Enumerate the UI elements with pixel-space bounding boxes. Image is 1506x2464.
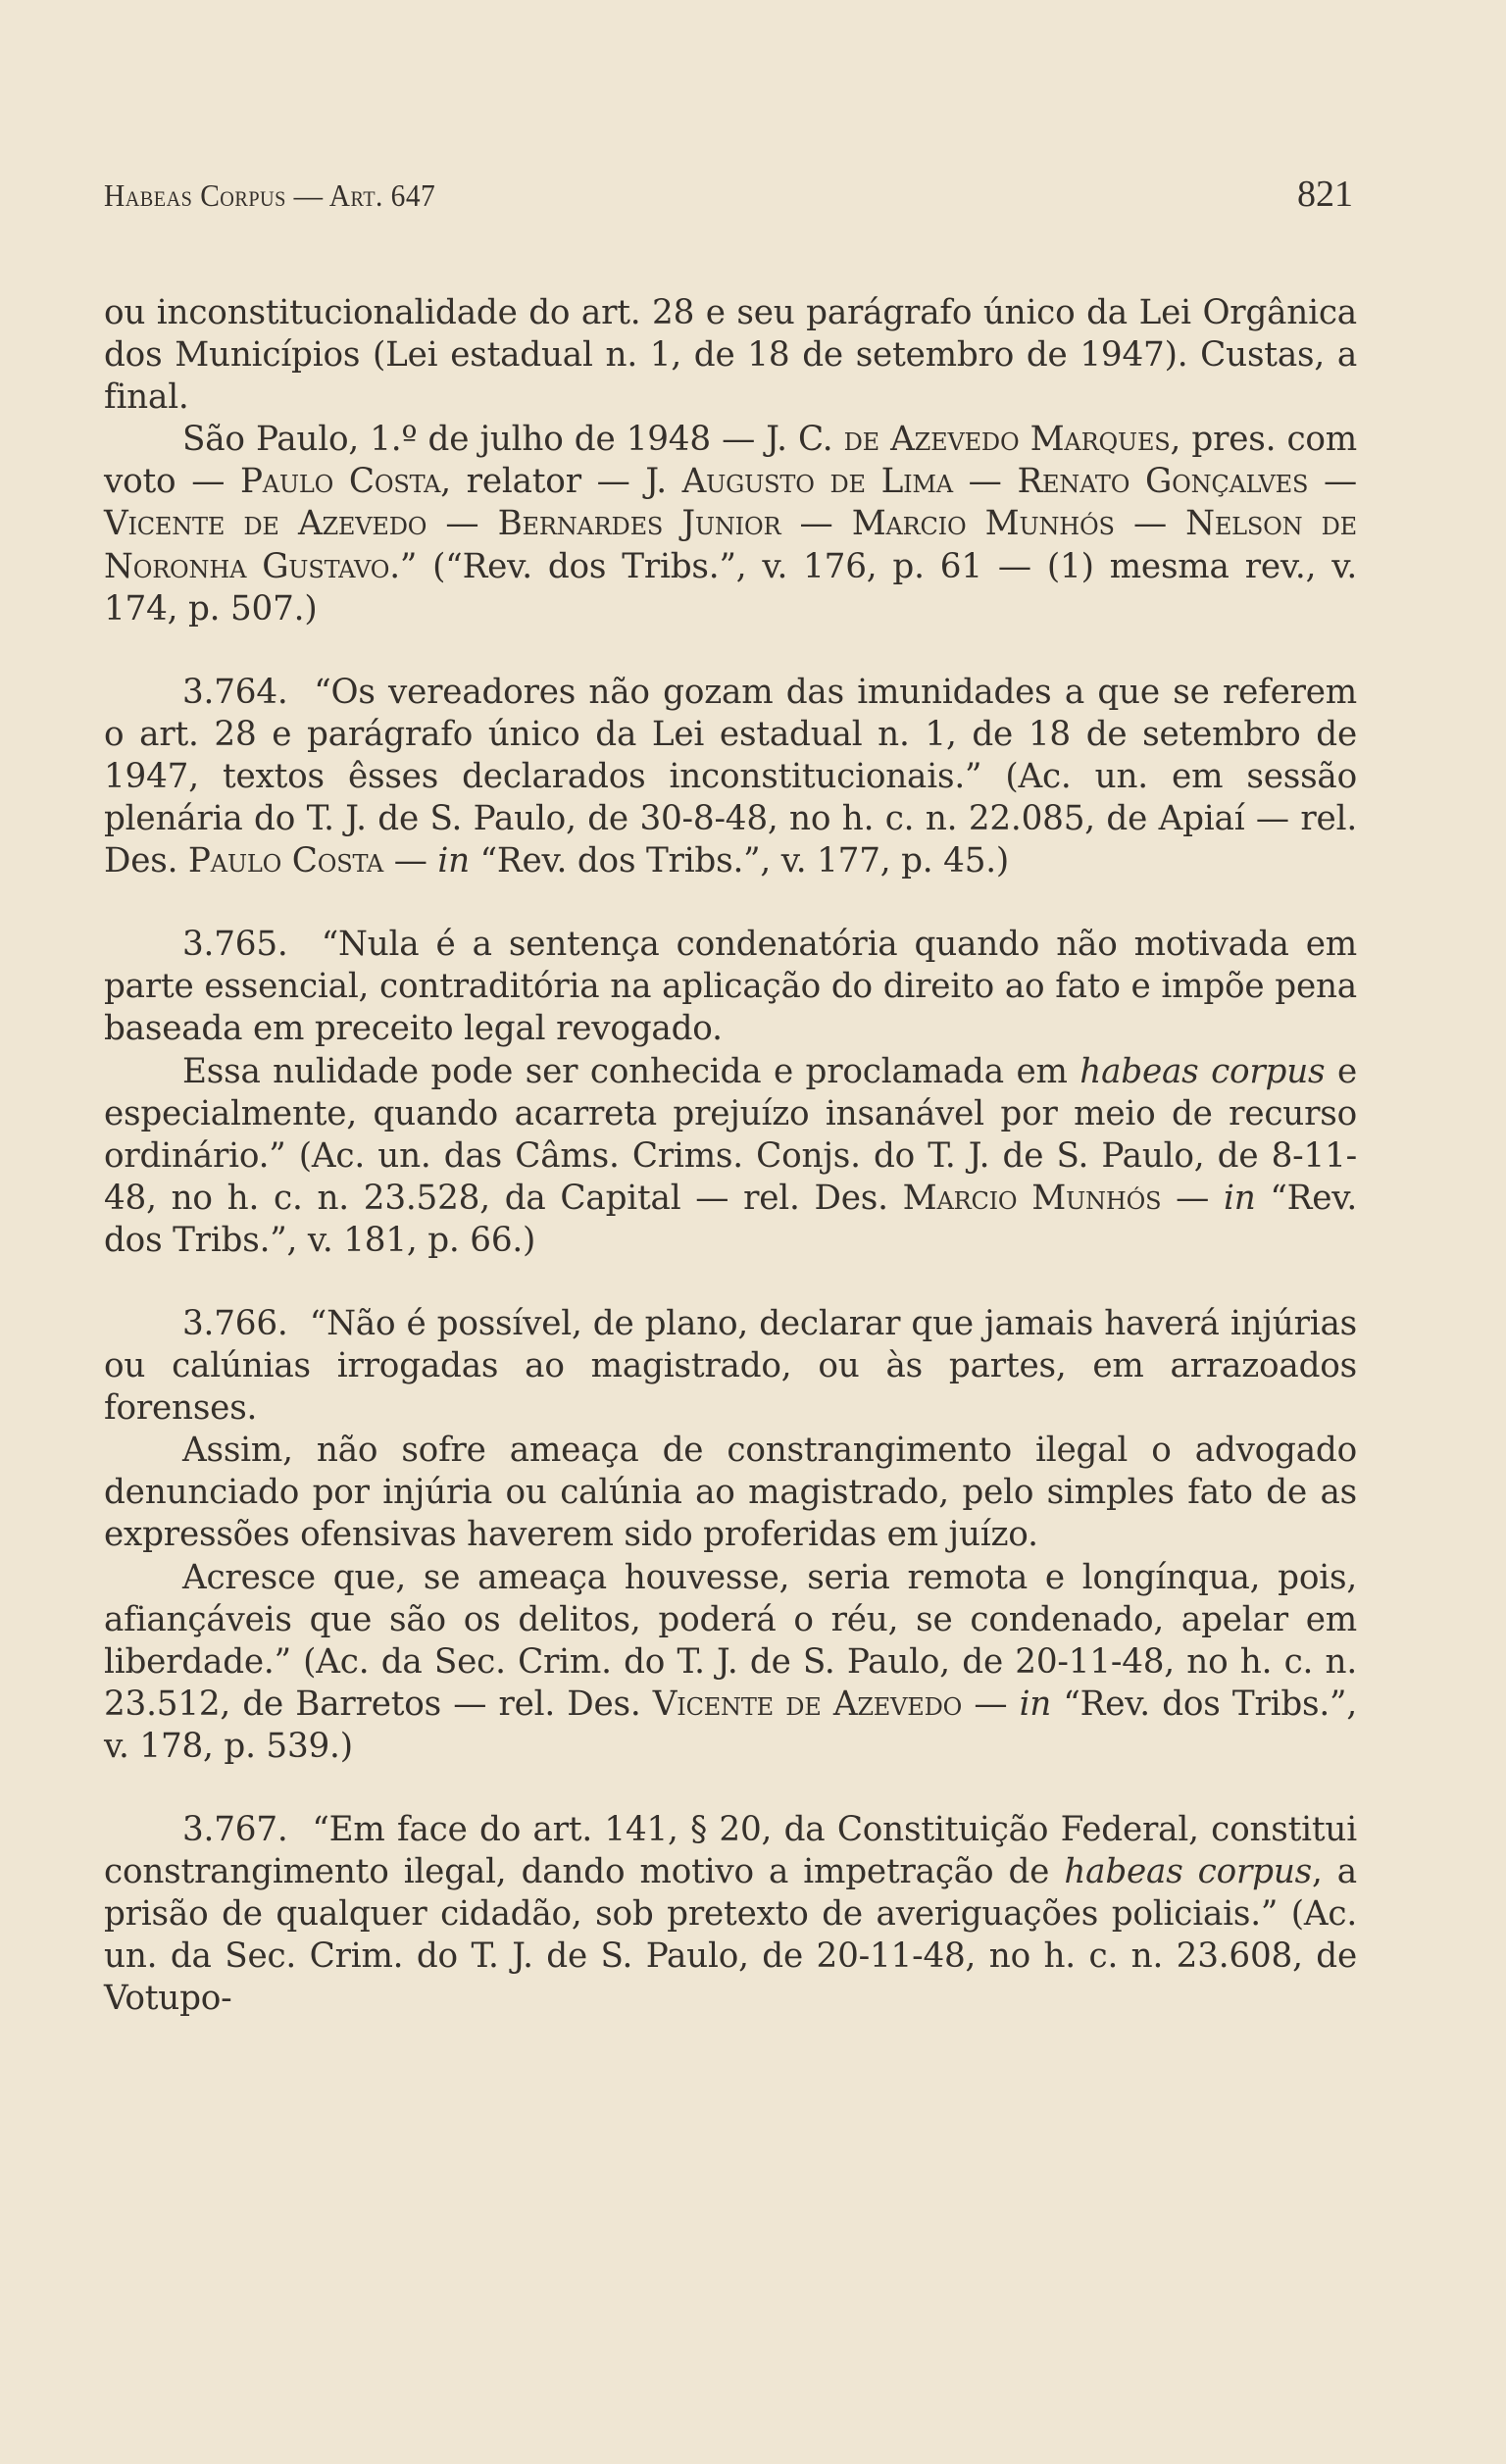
entry-text: e especialmente, quando acarreta prejuízo insanável por meio de recurso ordinário.” (Ac. un. das Câms. Crims. Conjs. do T. J. de S. Paulo, de 8-11-48, no h. c. n. 23.528, da Capital — rel. Des.	[104, 1051, 1357, 1218]
judge-name: Marcio Munhós	[902, 1178, 1162, 1218]
signature-paragraph	[104, 419, 1357, 629]
citation-text: “Rev. dos Tribs.”, v. 181, p. 66.)	[104, 1178, 1357, 1260]
latin-term: habeas corpus	[1064, 1852, 1313, 1892]
judge-name: Paulo Costa	[239, 462, 441, 502]
entry-3766-paragraph-2	[104, 1430, 1357, 1556]
continuation-text: ou inconstitucionalidade do art. 28 e seu parágrafo único da Lei Orgânica dos Municípios (Lei estadual n. 1, de 18 de setembro de 1947). Custas, a final.	[104, 293, 1357, 418]
entry-number: 3.764.	[182, 672, 288, 712]
entry-number: 3.765.	[182, 925, 288, 965]
dash: —	[1161, 1178, 1224, 1218]
dash: —	[383, 841, 438, 881]
judge-name: Vicente de Azevedo	[652, 1684, 963, 1724]
citation-text: “Rev. dos Tribs.”, v. 178, p. 539.)	[104, 1684, 1357, 1766]
entry-text: Acresce que, se ameaça houvesse, seria remota e longínqua, pois, afiançáveis que são os delitos, poderá o réu, se condenado, apelar em liberdade.” (Ac. da Sec. Crim. do T. J. de S. Paulo, de 20-11-48, no h. c. n. 23.512, de Barretos — rel. Des.	[104, 1557, 1357, 1724]
in-italic: in	[437, 841, 470, 881]
latin-term: habeas corpus	[1079, 1051, 1326, 1091]
running-title: Habeas Corpus — Art. 647	[104, 177, 436, 213]
date-line: São Paulo, 1.º de julho de 1948 —	[182, 420, 767, 460]
entry-number: 3.766.	[182, 1303, 288, 1343]
entry-3765	[104, 924, 1357, 1050]
entry-text: “Em face do art. 141, § 20, da Constituição Federal, constitui constrangimento ilegal, dando motivo a impetração de	[104, 1810, 1357, 1892]
book-page	[104, 173, 1357, 2020]
body-text	[104, 292, 1357, 2020]
entry-text: Essa nulidade pode ser conhecida e proclamada em	[182, 1051, 1080, 1091]
judge-name: Paulo Costa	[187, 841, 384, 881]
entry-text: Assim, não sofre ameaça de constrangimento ilegal o advogado denunciado por injúria ou calúnia ao magistrado, pelo simples fato de as expressões ofensivas haverem sido proferidas em juízo.	[104, 1431, 1357, 1555]
entry-3764	[104, 672, 1357, 882]
role-text: , pres. com voto —	[104, 420, 1357, 502]
entry-3767	[104, 1809, 1357, 2020]
page-number: 821	[1297, 174, 1353, 215]
citation-text: .” (“Rev. dos Tribs.”, v. 176, p. 61 — (1) mesma rev., v. 174, p. 507.)	[104, 546, 1357, 629]
entry-text: “Nula é a sentença condenatória quando não motivada em parte essencial, contraditória na aplicação do direito ao fato e impõe pena baseada em preceito legal revogado.	[104, 925, 1358, 1049]
entry-3766-paragraph-3	[104, 1557, 1357, 1768]
dash: —	[962, 1684, 1020, 1724]
role-text: , relator —	[440, 462, 646, 502]
entry-text: , a prisão de qualquer cidadão, sob pretexto de averiguações policiais.” (Ac. un. da Sec. Crim. do T. J. de S. Paulo, de 20-11-48, no h. c. n. 23.608, de Votupo-	[104, 1852, 1357, 2019]
citation-text: “Rev. dos Tribs.”, v. 177, p. 45.)	[469, 841, 1010, 881]
continuation-paragraph	[104, 292, 1357, 419]
entry-number: 3.767.	[182, 1810, 288, 1849]
in-italic: in	[1224, 1178, 1256, 1218]
running-head	[104, 173, 1357, 231]
entry-text: “Não é possível, de plano, declarar que jamais haverá injúrias ou calúnias irrogadas ao magistrado, ou às partes, em arrazoados forenses.	[104, 1303, 1357, 1429]
judge-names: J. Augusto de Lima — Renato Gonçalves — Vicente de Azevedo — Bernardes Junior — Marcio Munhós — Nelson de Noronha Gustavo	[104, 462, 1358, 586]
in-italic: in	[1019, 1684, 1052, 1724]
entry-3765-paragraph-2	[104, 1051, 1357, 1262]
judge-name: J. C. de Azevedo Marques	[766, 420, 1171, 460]
entry-3766	[104, 1303, 1357, 1430]
entry-text: “Os vereadores não gozam das imunidades a que se referem o art. 28 e parágrafo único da Lei estadual n. 1, de 18 de setembro de 1947, textos êsses declarados inconstitucionais.” (Ac. un. em sessão plenária do T. J. de S. Paulo, de 30-8-48, no h. c. n. 22.085, de Apiaí — rel. Des.	[104, 672, 1357, 881]
